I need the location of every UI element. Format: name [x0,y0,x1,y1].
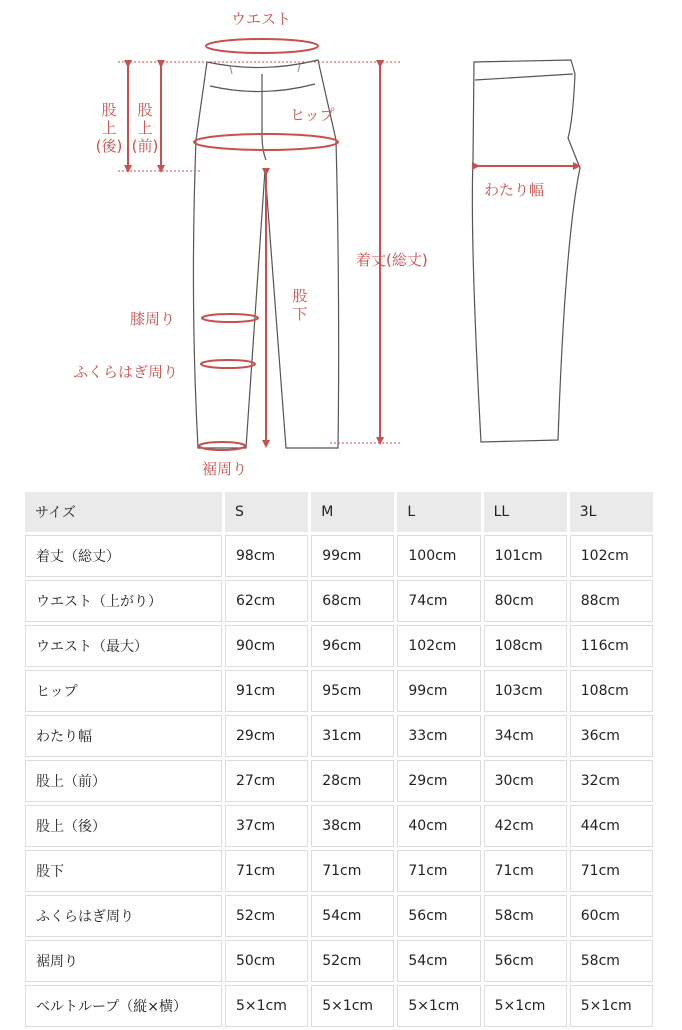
row-value-cell: 98cm [225,535,308,577]
inseam-label: 股 下 [292,287,308,323]
row-value-cell: 29cm [225,715,308,757]
row-value-cell: 103cm [484,670,567,712]
row-value-cell: 100cm [397,535,480,577]
hem-arrow [199,442,245,450]
waist-label: ウエスト [231,10,292,28]
row-value-cell: 71cm [397,850,480,892]
row-value-cell: 5×1cm [484,985,567,1027]
row-label-cell: ベルトループ（縦×横） [25,985,222,1027]
row-value-cell: 71cm [225,850,308,892]
row-value-cell: 5×1cm [311,985,394,1027]
row-value-cell: 32cm [570,760,653,802]
row-value-cell: 38cm [311,805,394,847]
pants-side-outline [472,60,580,442]
size-table [22,489,656,1030]
row-value-cell: 90cm [225,625,308,667]
pants-illustration [0,0,682,482]
knee-label: 膝周り [130,310,176,328]
table-row [25,625,653,667]
table-row [25,805,653,847]
row-value-cell: 56cm [484,940,567,982]
table-header-row [25,492,653,532]
row-value-cell: 36cm [570,715,653,757]
header-value-cell: 3L [570,492,653,532]
row-value-cell: 42cm [484,805,567,847]
row-value-cell: 88cm [570,580,653,622]
row-value-cell: 27cm [225,760,308,802]
row-label-cell: 股下 [25,850,222,892]
row-value-cell: 37cm [225,805,308,847]
rise-front-label: 股 上 (前) [131,101,159,155]
header-value-cell: S [225,492,308,532]
row-value-cell: 31cm [311,715,394,757]
row-value-cell: 58cm [484,895,567,937]
table-row [25,535,653,577]
row-value-cell: 5×1cm [397,985,480,1027]
row-value-cell: 58cm [570,940,653,982]
table-row [25,670,653,712]
row-value-cell: 54cm [311,895,394,937]
row-value-cell: 71cm [570,850,653,892]
row-label-cell: 着丈（総丈） [25,535,222,577]
row-value-cell: 29cm [397,760,480,802]
row-value-cell: 68cm [311,580,394,622]
row-label-cell: ヒップ [25,670,222,712]
measurement-diagram [0,0,682,482]
row-value-cell: 62cm [225,580,308,622]
row-value-cell: 5×1cm [225,985,308,1027]
row-value-cell: 80cm [484,580,567,622]
row-label-cell: 股上（前） [25,760,222,802]
row-value-cell: 5×1cm [570,985,653,1027]
row-value-cell: 50cm [225,940,308,982]
row-value-cell: 101cm [484,535,567,577]
row-label-cell: 裾周り [25,940,222,982]
header-value-cell: L [397,492,480,532]
row-value-cell: 44cm [570,805,653,847]
thigh-label: わたり幅 [484,181,545,199]
row-value-cell: 28cm [311,760,394,802]
row-value-cell: 102cm [570,535,653,577]
row-value-cell: 34cm [484,715,567,757]
table-row [25,580,653,622]
table-row [25,715,653,757]
hip-label: ヒップ [290,106,335,124]
row-value-cell: 52cm [311,940,394,982]
row-value-cell: 56cm [397,895,480,937]
row-value-cell: 52cm [225,895,308,937]
row-value-cell: 71cm [311,850,394,892]
row-value-cell: 102cm [397,625,480,667]
row-value-cell: 54cm [397,940,480,982]
table-row [25,940,653,982]
row-value-cell: 96cm [311,625,394,667]
row-value-cell: 108cm [570,670,653,712]
hip-arrow [194,134,338,150]
total-length-label: 着丈(総丈) [356,251,428,269]
header-value-cell: LL [484,492,567,532]
header-label-cell: サイズ [25,492,222,532]
row-value-cell: 116cm [570,625,653,667]
row-value-cell: 91cm [225,670,308,712]
row-value-cell: 60cm [570,895,653,937]
row-value-cell: 99cm [397,670,480,712]
table-row [25,895,653,937]
size-table-body [25,492,653,1027]
row-value-cell: 30cm [484,760,567,802]
table-row [25,850,653,892]
row-value-cell: 108cm [484,625,567,667]
header-value-cell: M [311,492,394,532]
hem-label: 裾周り [202,460,248,478]
table-row [25,985,653,1027]
row-label-cell: わたり幅 [25,715,222,757]
table-row [25,760,653,802]
row-label-cell: ふくらはぎ周り [25,895,222,937]
row-value-cell: 74cm [397,580,480,622]
waist-arrow [206,39,318,53]
row-value-cell: 99cm [311,535,394,577]
row-label-cell: ウエスト（最大） [25,625,222,667]
knee-arrow [202,314,258,322]
row-value-cell: 95cm [311,670,394,712]
row-label-cell: ウエスト（上がり） [25,580,222,622]
calf-label: ふくらはぎ周り [73,363,179,381]
row-value-cell: 40cm [397,805,480,847]
row-value-cell: 71cm [484,850,567,892]
row-label-cell: 股上（後） [25,805,222,847]
rise-back-label: 股 上 (後) [95,101,123,155]
calf-arrow [201,360,255,368]
row-value-cell: 33cm [397,715,480,757]
